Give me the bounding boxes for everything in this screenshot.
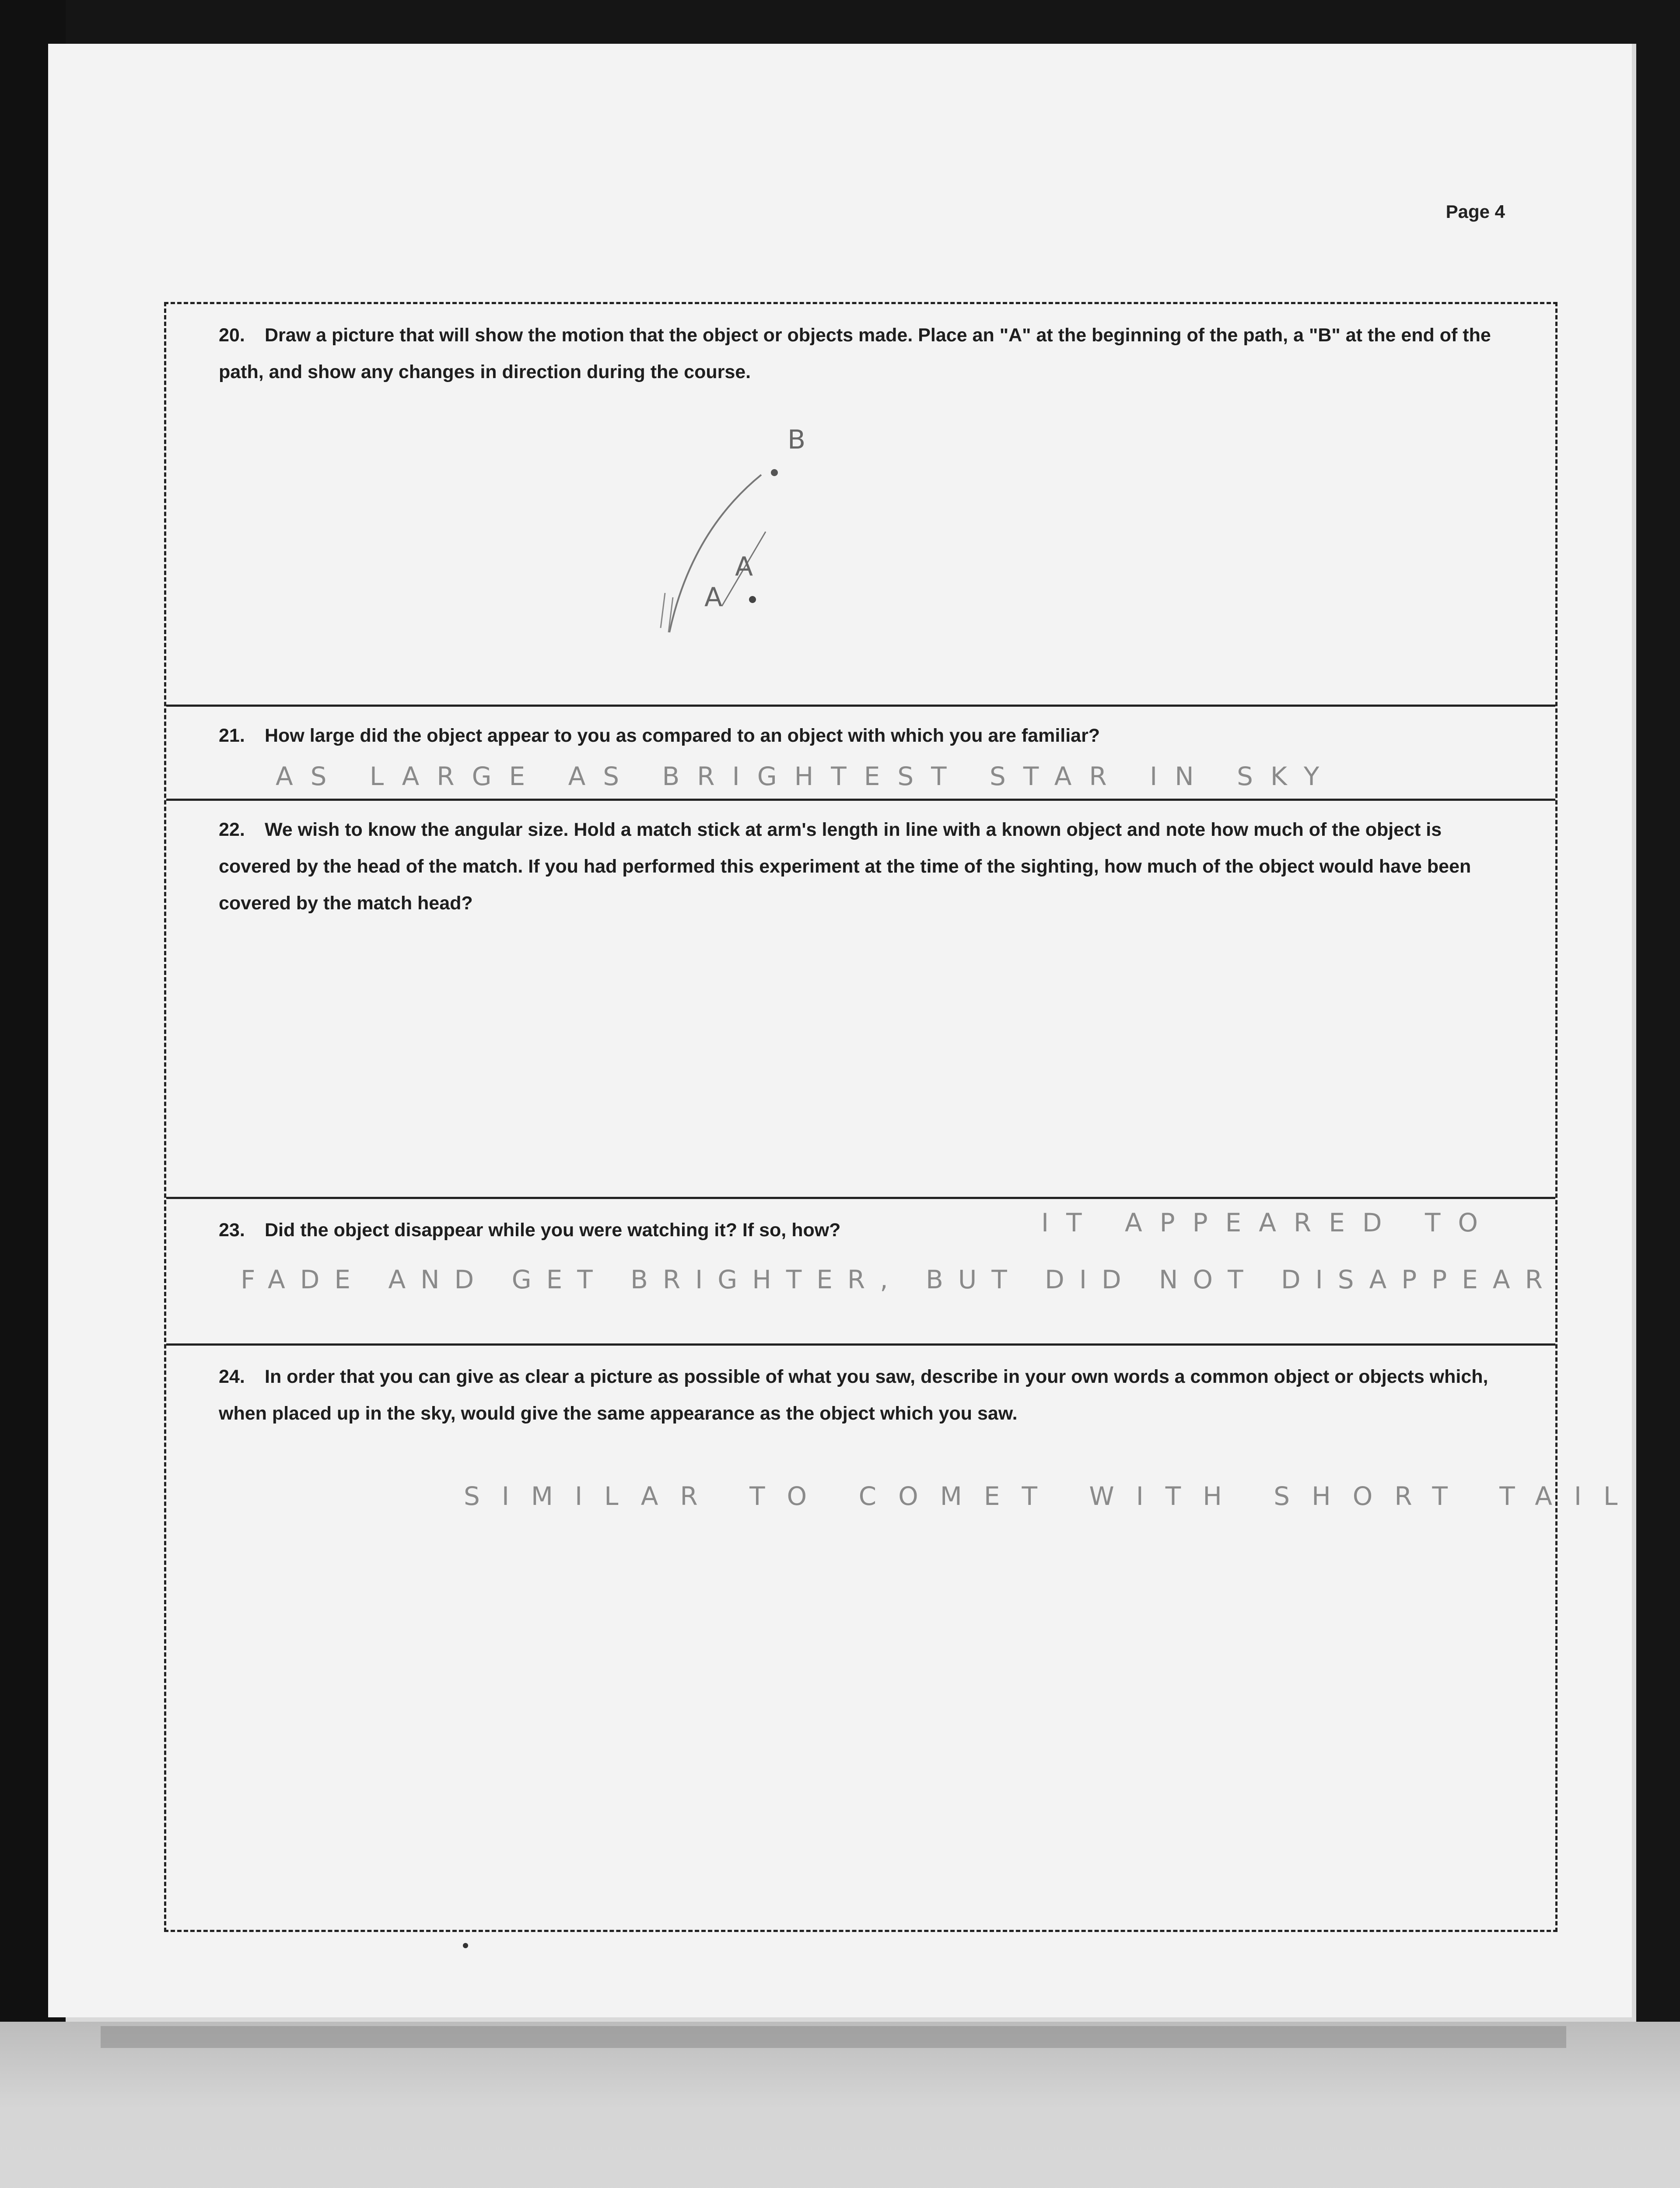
scan-border-right bbox=[1636, 0, 1680, 2022]
questionnaire-form bbox=[164, 302, 1640, 1932]
sketch-label-a-alt: A bbox=[735, 551, 753, 582]
question-22 bbox=[219, 812, 1494, 922]
answer-23-handwriting-line2: FADE AND GET BRIGHTER, BUT DID NOT DISAPPEAR bbox=[241, 1265, 1558, 1294]
question-number: 24. bbox=[219, 1366, 245, 1387]
answer-23-handwriting-line1: IT APPEARED TO bbox=[1041, 1208, 1496, 1238]
question-20-section bbox=[166, 304, 1555, 707]
sketch-label-b: B bbox=[788, 424, 806, 455]
question-24 bbox=[219, 1359, 1494, 1432]
page-shadow bbox=[101, 2026, 1566, 2048]
question-24-section bbox=[166, 1346, 1640, 1930]
question-23-section bbox=[166, 1199, 1558, 1346]
question-22-section bbox=[166, 801, 1555, 1199]
scan-speck bbox=[463, 1943, 468, 1948]
scan-border-top bbox=[0, 0, 1680, 44]
question-number: 21. bbox=[219, 725, 245, 746]
question-text: How large did the object appear to you as compared to an object with which you are familiar? bbox=[265, 725, 1100, 746]
question-21 bbox=[219, 718, 1494, 754]
motion-path-sketch bbox=[656, 400, 840, 645]
page-number: Page 4 bbox=[1446, 201, 1505, 222]
question-text: In order that you can give as clear a picture as possible of what you saw, describe in your own words a common object or objects which, when placed up in the sky, would give the same appearance as the object which you saw. bbox=[219, 1366, 1488, 1424]
question-number: 23. bbox=[219, 1220, 245, 1241]
question-number: 22. bbox=[219, 819, 245, 840]
answer-21-handwriting: AS LARGE AS BRIGHTEST STAR IN SKY bbox=[276, 761, 1337, 791]
sketch-label-a: A bbox=[704, 582, 723, 613]
answer-24-handwriting: SIMILAR TO COMET WITH SHORT TAIL bbox=[464, 1481, 1640, 1511]
question-number: 20. bbox=[219, 325, 245, 346]
question-21-section bbox=[166, 707, 1555, 801]
form-page bbox=[48, 44, 1640, 2017]
question-text: Draw a picture that will show the motion that the object or objects made. Place an "A" at the beginning of the path, a "B" at the end of the path, and show any changes in direction during the course. bbox=[219, 325, 1491, 382]
question-20 bbox=[219, 317, 1494, 391]
question-text: We wish to know the angular size. Hold a match stick at arm's length in line with a known object and note how much of the object is covered by the head of the match. If you had performed this experiment at the time of the sighting, how much of the object would have been covered by the match head? bbox=[219, 819, 1471, 914]
question-text: Did the object disappear while you were watching it? If so, how? bbox=[265, 1220, 841, 1241]
